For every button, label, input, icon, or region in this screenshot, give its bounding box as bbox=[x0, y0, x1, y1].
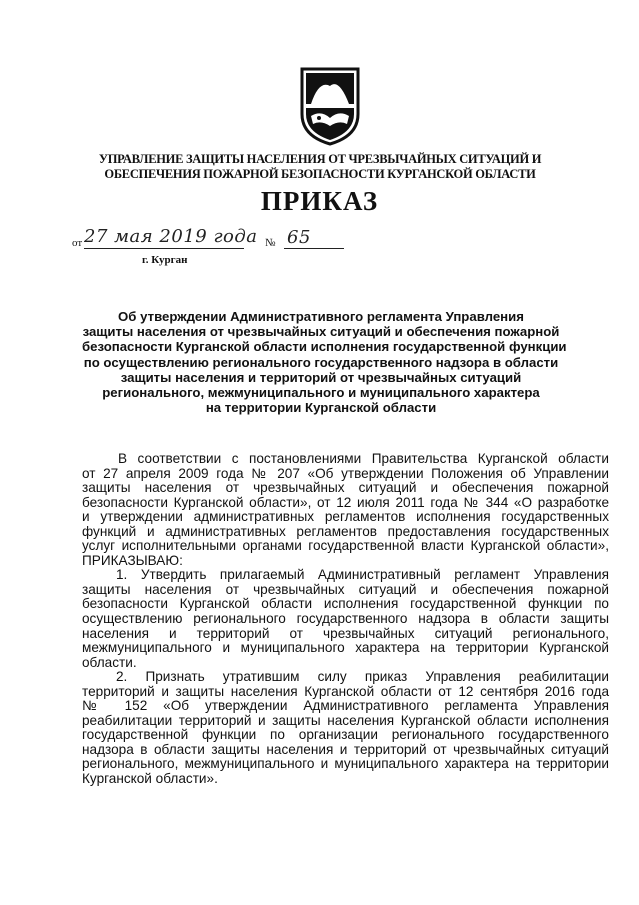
body-line: межмуниципального и муниципального характера на территории Курганской bbox=[82, 640, 609, 656]
body-line: № 152 «Об утверждении Административного регламента Управления bbox=[82, 698, 609, 714]
body-line: функций и административных регламентов предоставления государственных bbox=[82, 523, 609, 539]
document-type: ПРИКАЗ bbox=[260, 186, 379, 216]
order-keyword: ПРИКАЗЫВАЮ: bbox=[82, 552, 183, 568]
handwritten-number: 65 bbox=[287, 227, 311, 248]
city: г. Курган bbox=[142, 254, 188, 266]
item-1-paragraph bbox=[82, 568, 609, 670]
body-line: осуществлению регионального государственного надзора в области защиты bbox=[82, 611, 609, 627]
title-line: безопасности Курганской области исполнения государственной функции bbox=[82, 339, 567, 355]
title-line: защиты населения от чрезвычайных ситуаций и обеспечения пожарной bbox=[82, 324, 560, 340]
document-title bbox=[82, 309, 567, 416]
title-line: защиты населения и территорий от чрезвычайных ситуаций bbox=[120, 369, 522, 385]
body-line: надзора в области защиты населения и территорий от чрезвычайных ситуаций bbox=[82, 741, 609, 757]
title-line: на территории Курганской области bbox=[205, 400, 437, 416]
date-prefix: от bbox=[72, 237, 83, 249]
organization-name bbox=[60, 152, 580, 182]
body-line: области. bbox=[82, 654, 137, 670]
body-line: от 27 апреля 2009 года № 207 «Об утверждении Положения об Управлении bbox=[82, 465, 609, 481]
title-line: Об утверждении Административного регламента Управления bbox=[118, 309, 524, 324]
body-line: услуг исполнительными органами государственной власти Курганской области», bbox=[82, 538, 609, 554]
title-line: регионального, межмуниципального и муниципального характера bbox=[102, 385, 540, 401]
body-line: территорий и защиты населения Курганской области от 12 сентября 2016 года bbox=[82, 683, 609, 699]
number-underline bbox=[284, 248, 344, 249]
date-underline bbox=[84, 248, 244, 249]
body-line: регионального, межмуниципального и муниципального характера на территории bbox=[82, 756, 609, 772]
body-line: защиты населения от чрезвычайных ситуаций и обеспечения пожарной bbox=[82, 480, 609, 496]
org-line-2: ОБЕСПЕЧЕНИЯ ПОЖАРНОЙ БЕЗОПАСНОСТИ КУРГАНСКОЙ ОБЛАСТИ bbox=[104, 167, 536, 181]
body-line: и утверждении административных регламентов исполнения государственных bbox=[82, 509, 609, 525]
body-line: безопасности Курганской области», от 12 июля 2011 года № 344 «О разработке bbox=[82, 494, 609, 510]
body-line: безопасности Курганской области исполнения государственной функции по bbox=[82, 596, 609, 612]
title-line: по осуществлению регионального государственного надзора в области bbox=[83, 354, 559, 370]
body-line: реабилитации территорий и защиты населения Курганской области исполнения bbox=[82, 712, 609, 728]
body-line: Курганской области». bbox=[82, 771, 218, 787]
number-prefix: № bbox=[265, 237, 276, 249]
body-line: защиты населения от чрезвычайных ситуаций и обеспечения пожарной bbox=[82, 581, 609, 597]
body-line: 1. Утвердить прилагаемый Административный регламент Управления bbox=[116, 567, 609, 583]
coat-of-arms-icon bbox=[299, 66, 361, 146]
handwritten-date: 27 мая 2019 года bbox=[84, 226, 258, 247]
item-2-paragraph bbox=[82, 670, 609, 786]
preamble-paragraph bbox=[82, 452, 609, 568]
document-body bbox=[82, 452, 609, 787]
body-line: В соответствии с постановлениями Правительства Курганской области bbox=[118, 451, 609, 466]
date-number-line bbox=[72, 226, 342, 272]
body-line: государственной функции по организации регионального государственного bbox=[82, 727, 609, 743]
body-line: 2. Признать утратившим силу приказ Управления реабилитации bbox=[116, 669, 609, 685]
org-line-1: УПРАВЛЕНИЕ ЗАЩИТЫ НАСЕЛЕНИЯ ОТ ЧРЕЗВЫЧАЙНЫХ СИТУАЦИЙ И bbox=[98, 152, 542, 166]
body-line: населения и территорий от чрезвычайных ситуаций регионального, bbox=[82, 625, 609, 641]
